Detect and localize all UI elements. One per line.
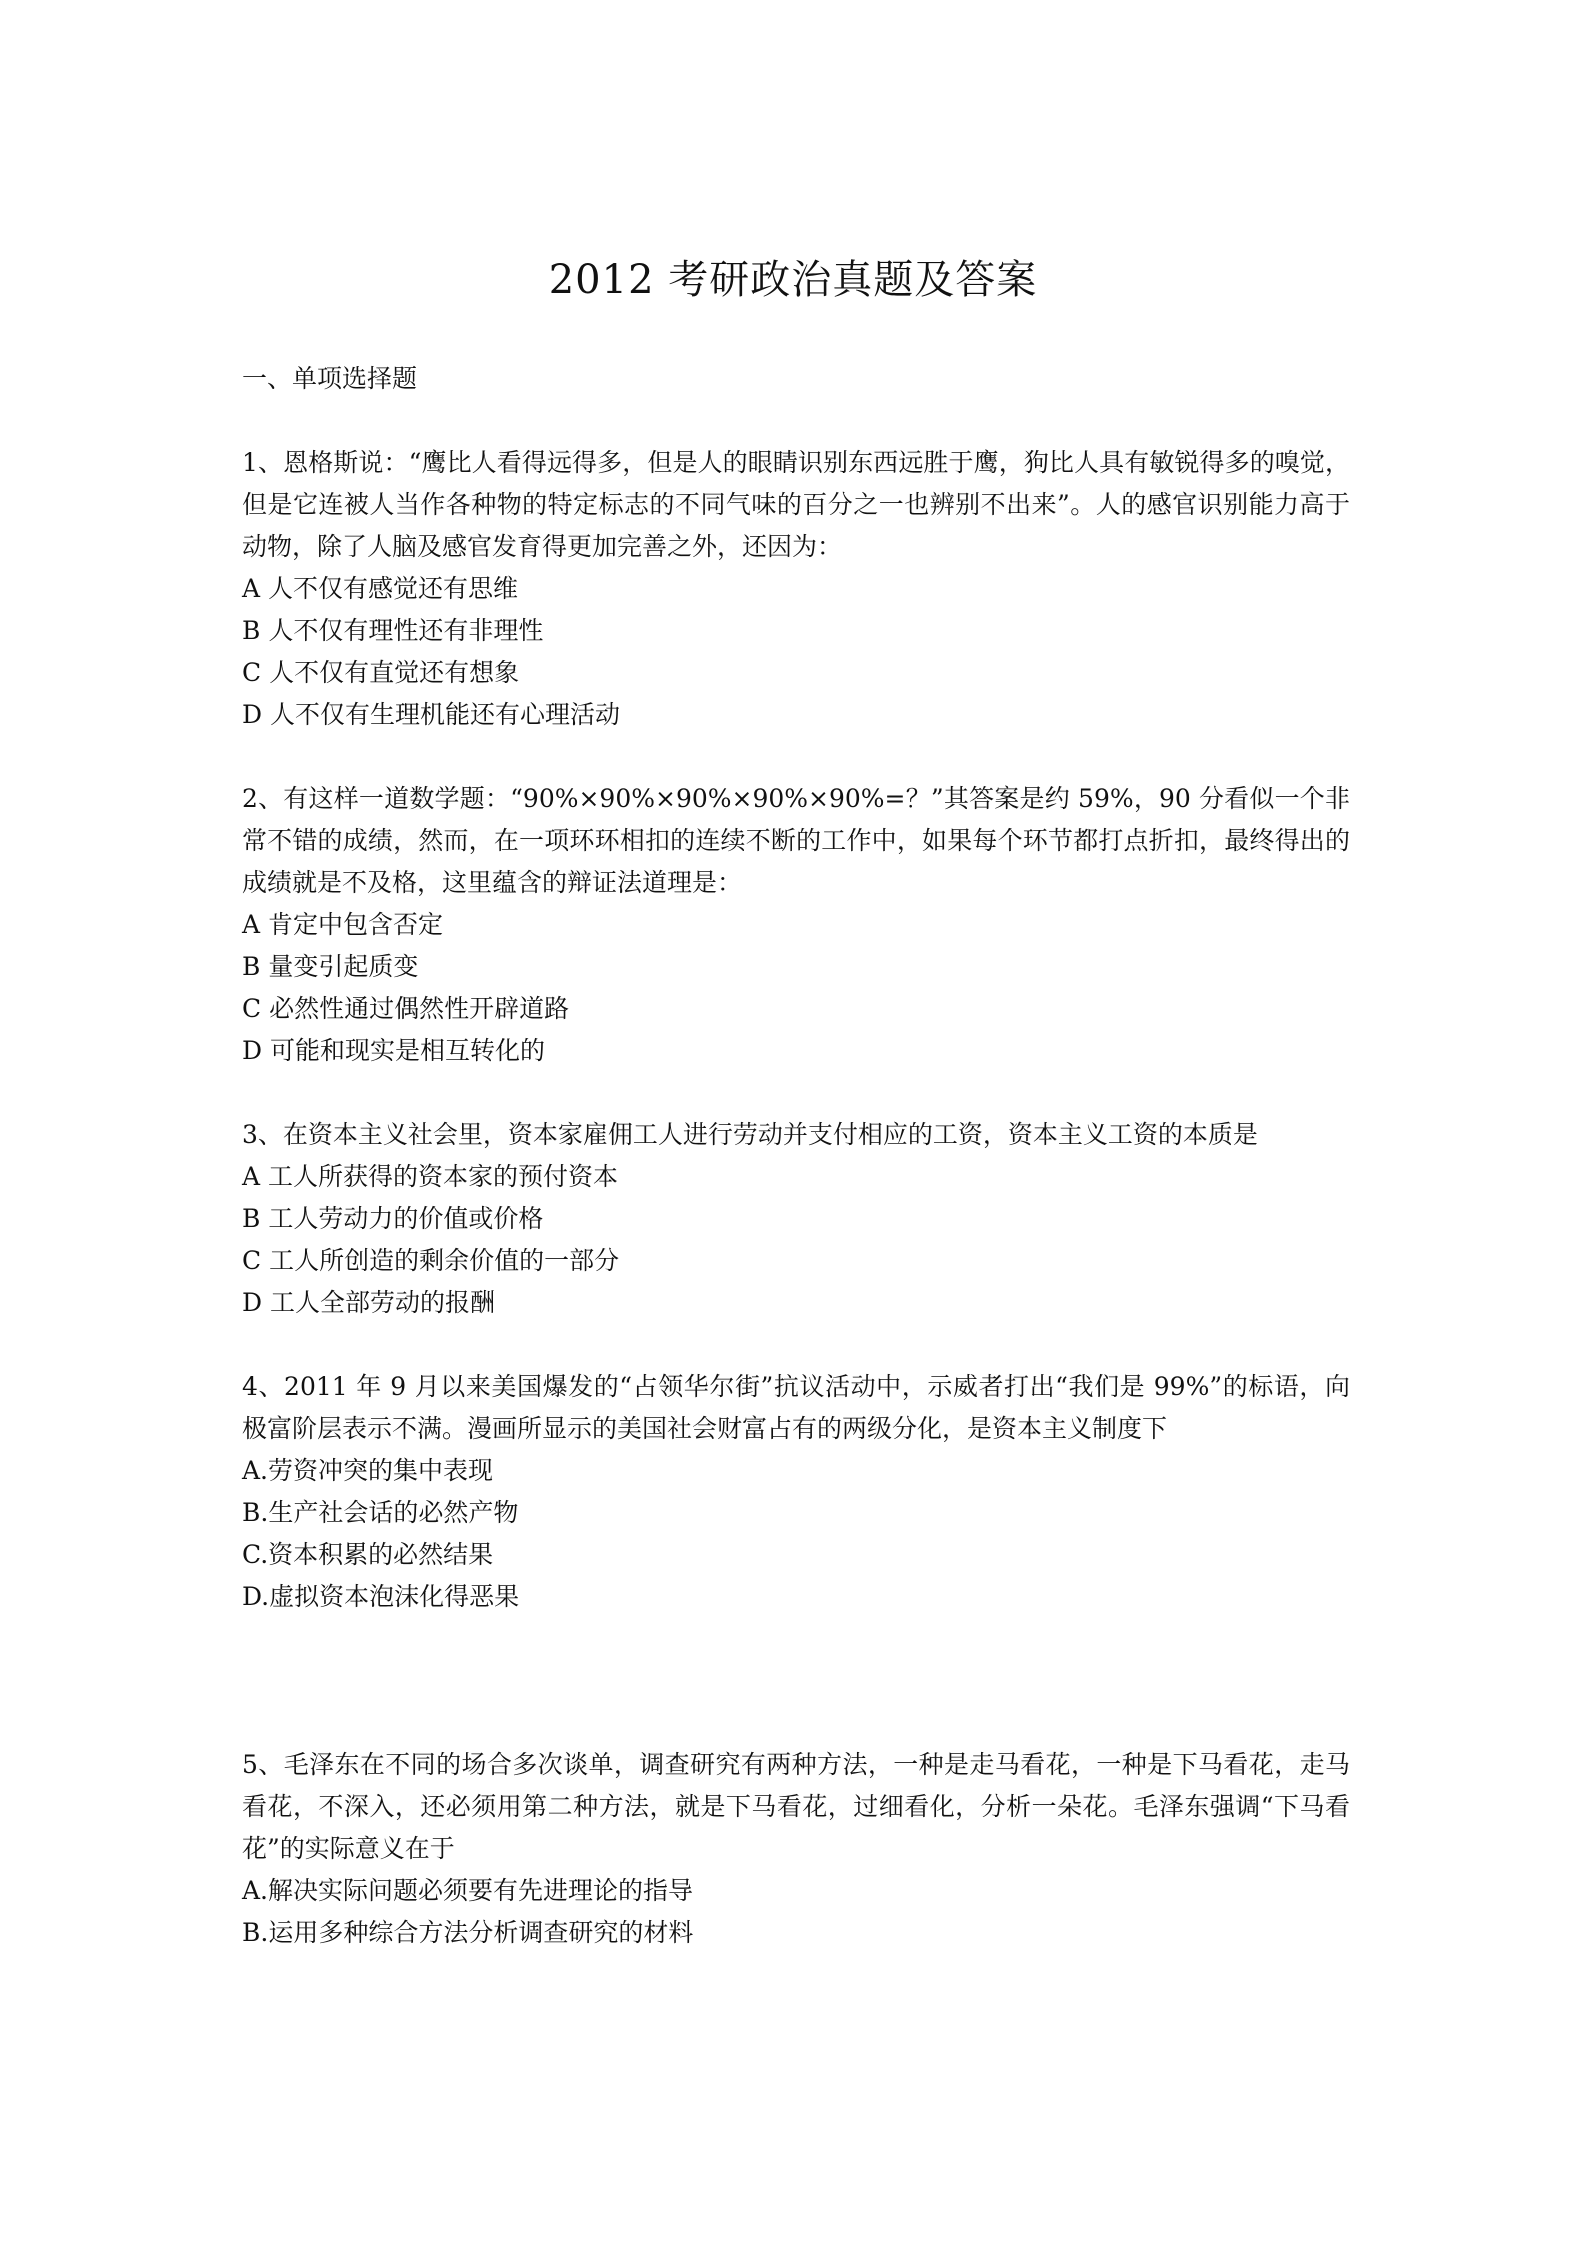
option-c: C.资本积累的必然结果 [242, 1540, 494, 1569]
option-a: A.解决实际问题必须要有先进理论的指导 [242, 1876, 694, 1905]
question-stem: 1、恩格斯说：“鹰比人看得远得多，但是人的眼睛识别东西远胜于鹰，狗比人具有敏锐得多的嗅觉，但是它连被人当作各种物的特定标志的不同气味的百分之一也辨别不出来”。人的感官识别能力高于动物，除了人脑及感官发育得更加完善之外，还因为： [242, 448, 1350, 561]
option-a: A 人不仅有感觉还有思维 [242, 574, 519, 603]
option-d: D 人不仅有生理机能还有心理活动 [242, 700, 620, 729]
option-c: C 必然性通过偶然性开辟道路 [242, 994, 570, 1023]
document-body [242, 358, 1350, 1996]
section-heading: 一、单项选择题 [242, 364, 418, 393]
option-c: C 工人所创造的剩余价值的一部分 [242, 1246, 620, 1275]
option-a: A 工人所获得的资本家的预付资本 [242, 1162, 619, 1191]
option-list [242, 1156, 1350, 1324]
option-b: B.生产社会话的必然产物 [242, 1498, 519, 1527]
option-b: B 量变引起质变 [242, 952, 419, 981]
question-4 [242, 1366, 1350, 1618]
option-c: C 人不仅有直觉还有想象 [242, 658, 520, 687]
question-1 [242, 442, 1350, 736]
question-3 [242, 1114, 1350, 1324]
option-list [242, 1870, 1350, 1954]
question-stem: 4、2011 年 9 月以来美国爆发的“占领华尔街”抗议活动中，示威者打出“我们是 99%”的标语，向极富阶层表示不满。漫画所显示的美国社会财富占有的两级分化，是资本主义制度下 [242, 1372, 1350, 1443]
question-stem: 3、在资本主义社会里，资本家雇佣工人进行劳动并支付相应的工资，资本主义工资的本质是 [242, 1120, 1258, 1149]
option-b: B 人不仅有理性还有非理性 [242, 616, 544, 645]
question-5 [242, 1744, 1350, 1954]
question-2 [242, 778, 1350, 1072]
option-a: A 肯定中包含否定 [242, 910, 444, 939]
option-list [242, 568, 1350, 736]
option-d: D.虚拟资本泡沫化得恶果 [242, 1582, 520, 1611]
option-d: D 可能和现实是相互转化的 [242, 1036, 545, 1065]
option-b: B.运用多种综合方法分析调查研究的材料 [242, 1918, 694, 1947]
question-stem: 2、有这样一道数学题：“90%×90%×90%×90%×90%=？”其答案是约 59%，90 分看似一个非常不错的成绩，然而，在一项环环相扣的连续不断的工作中，如果每个环节都打点折扣，最终得出的成绩就是不及格，这里蕴含的辩证法道理是： [242, 784, 1350, 897]
document-title: 2012 考研政治真题及答案 [548, 257, 1038, 303]
option-b: B 工人劳动力的价值或价格 [242, 1204, 544, 1233]
option-list [242, 1450, 1350, 1618]
option-a: A.劳资冲突的集中表现 [242, 1456, 494, 1485]
question-stem: 5、毛泽东在不同的场合多次谈单，调查研究有两种方法，一种是走马看花，一种是下马看花，走马看花，不深入，还必须用第二种方法，就是下马看花，过细看化，分析一朵花。毛泽东强调“下马看花”的实际意义在于 [242, 1750, 1350, 1863]
option-d: D 工人全部劳动的报酬 [242, 1288, 495, 1317]
option-list [242, 904, 1350, 1072]
